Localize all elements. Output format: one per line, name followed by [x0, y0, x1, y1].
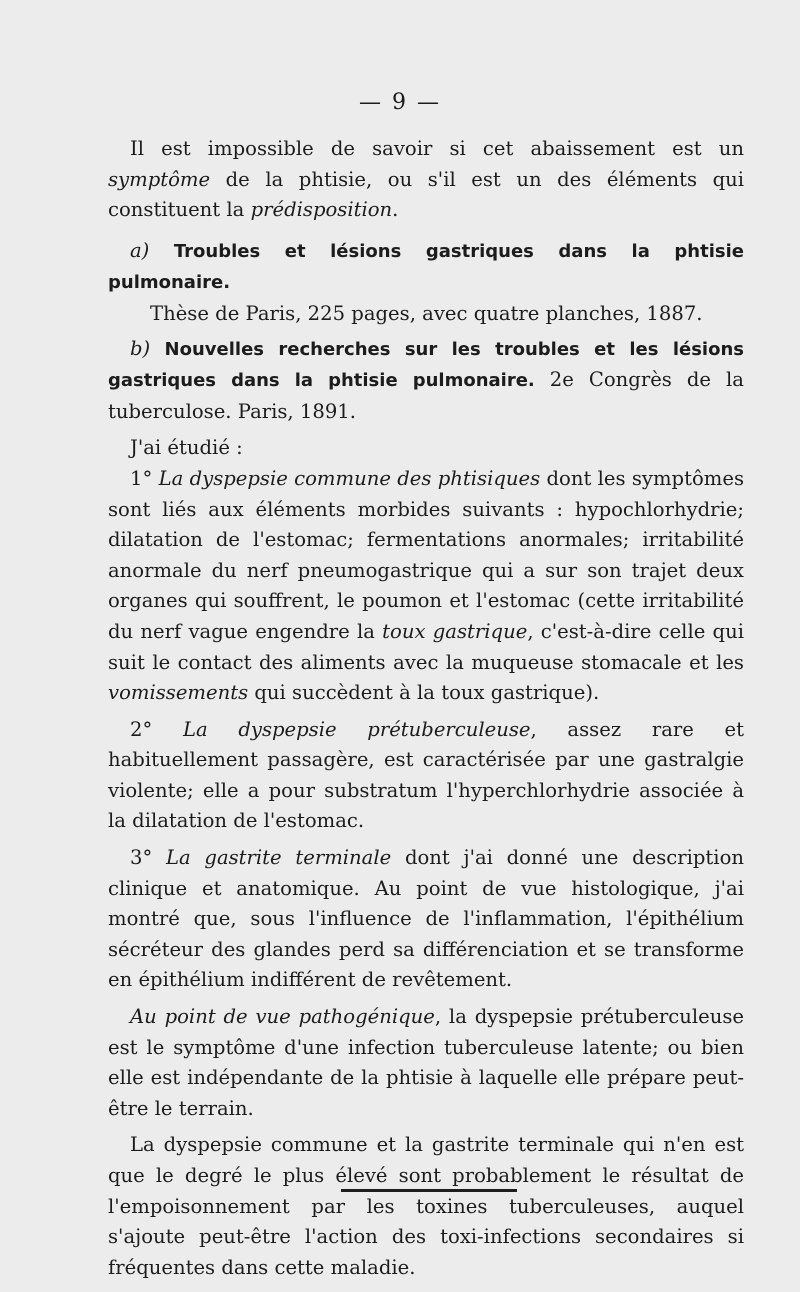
italic-run: toux gastrique [382, 619, 528, 643]
body-text [108, 134, 744, 1283]
item-number: 2° [130, 717, 183, 741]
reference-a [108, 236, 744, 330]
italic-run: symptôme [108, 167, 211, 191]
text-run: . [392, 198, 399, 222]
paragraph-conclusion: La dyspepsie commune et la gastrite terminale qui n'en est que le degré le plus élevé sont probablement le résultat de l'empoisonnement par les toxines tuberculeuses, auquel s'ajoute peut-être l'action des toxi-infections secondaires si fréquentes dans cette maladie. [108, 1133, 744, 1279]
italic-run: La gastrite terminale [165, 846, 392, 870]
item-1 [108, 464, 744, 709]
paragraph-intro [108, 134, 744, 226]
reference-detail: Thèse de Paris, 225 pages, avec quatre planches, 1887. [150, 301, 703, 325]
item-3 [108, 843, 744, 996]
reference-detail: 2e Congrès de la tuberculose. Paris, 1891. [108, 368, 744, 423]
item-number: 1° [130, 466, 159, 490]
italic-run: vomissements [108, 681, 249, 705]
text-run: , assez rare et habituellement passagère, est caractérisée par une gastralgie violente; elle a pour substratum l'hyperchlorhydrie associée à la dilatation de l'estomac. [108, 717, 744, 833]
text-run: dont les symptômes sont liés aux éléments morbides suivants : hypochlorhydrie; dilatation de l'estomac; fermentations anormales; irritabilité anormale du nerf pneumogastrique qui a sur son trajet deux organes qui souffrent, le poumon et l'estomac (cette irritabilité du nerf vague engendre la [108, 466, 744, 643]
text-run: , c'est-à-dire celle qui suit le contact des aliments avec la muqueuse stomacale et les [108, 619, 744, 674]
text-run: dont j'ai donné une description clinique et anatomique. Au point de vue histologique, j'ai montré que, sous l'influence de l'inflammation, l'épithélium sécréteur des glandes perd sa différenciation et se transforme en épithélium indifférent de revêtement. [108, 846, 744, 992]
reference-title: Troubles et lésions gastriques dans la phtisie pulmonaire. [108, 240, 744, 294]
reference-letter: b) [130, 336, 151, 360]
text-run: Il est impossible de savoir si cet abaissement est un [130, 137, 744, 160]
paragraph-pathogenique [108, 1002, 744, 1124]
text-run: de la phtisie, ou s'il est un des éléments qui constituent la [108, 167, 744, 222]
italic-run: prédisposition [250, 198, 393, 222]
reference-b [108, 334, 744, 428]
intro-line: J'ai étudié : [130, 436, 243, 460]
item-number: 3° [130, 846, 166, 870]
italic-run: Au point de vue pathogénique [130, 1005, 435, 1029]
text-run: qui succèdent à la toux gastrique). [248, 681, 600, 705]
page-number: — 9 — [359, 90, 441, 115]
italic-run: La dyspepsie commune des phtisiques [158, 466, 541, 490]
text-run: , la dyspepsie prétuberculeuse est le symptôme d'une infection tuberculeuse latente; ou bien elle est indépendante de la phtisie à laquelle elle prépare peut-être le terrain. [108, 1005, 745, 1120]
closing-rule [341, 1189, 517, 1192]
italic-run: La dyspepsie prétuberculeuse [182, 717, 531, 741]
reference-title: Nouvelles recherches sur les troubles et les lésions gastriques dans la phtisie pulmonaire. [108, 338, 744, 392]
reference-letter: a) [130, 238, 150, 262]
item-2 [108, 715, 744, 837]
